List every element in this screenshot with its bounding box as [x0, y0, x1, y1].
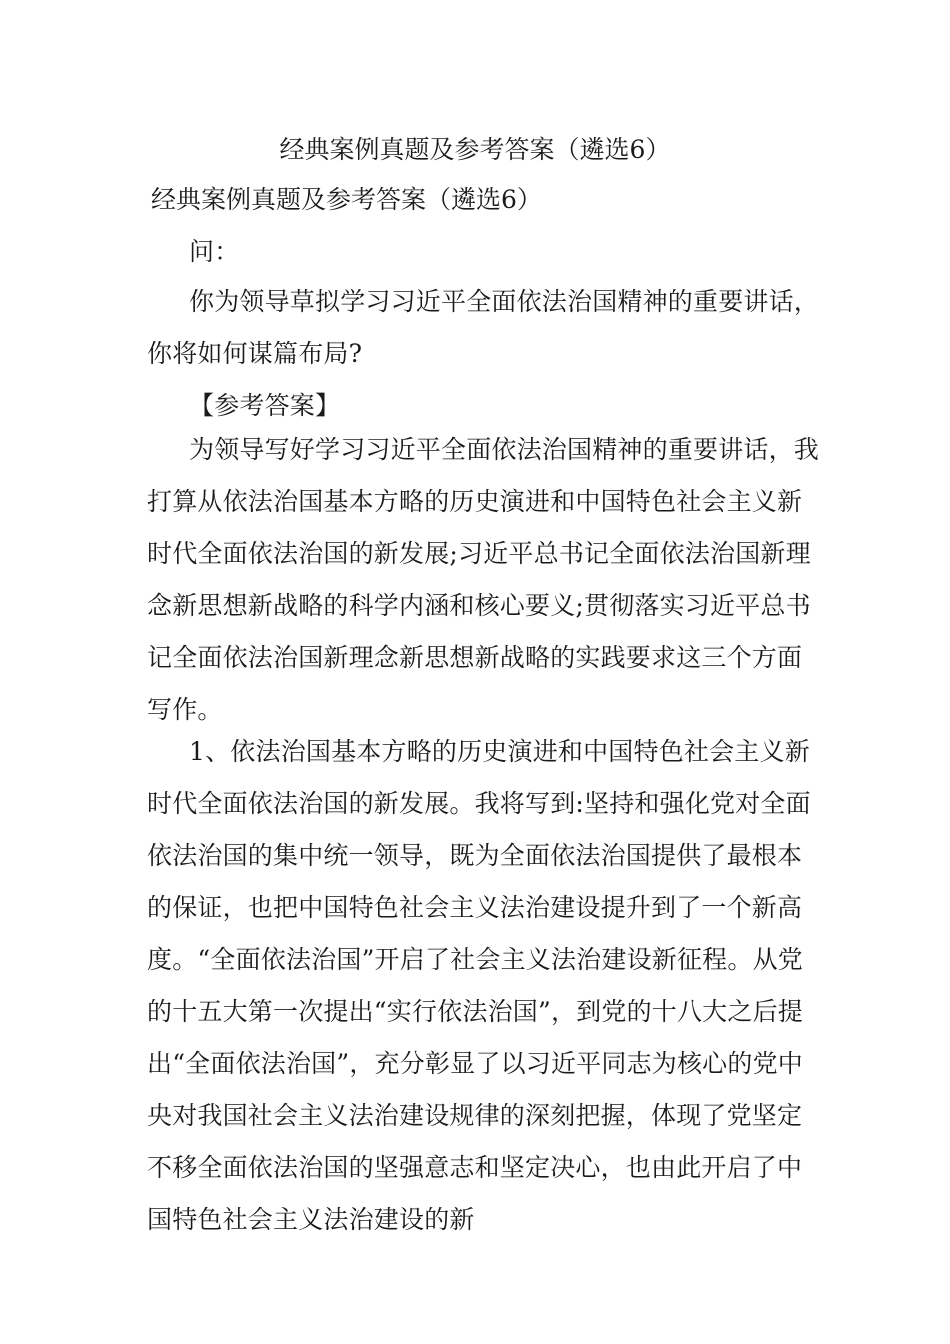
question-label-line [147, 226, 827, 278]
question-label: 问： [189, 237, 240, 266]
question-text: 你为领导草拟学习习近平全面依法治国精神的重要讲话，你将如何谋篇布局? [147, 287, 820, 368]
answer-label: 【参考答案】 [189, 391, 341, 420]
document-title: 经典案例真题及参考答案（遴选6） [279, 135, 671, 164]
document-subtitle: 经典案例真题及参考答案（遴选6） [151, 185, 542, 214]
answer-paragraph: 1、依法治国基本方略的历史演进和中国特色社会主义新时代全面依法治国的新发展。我将写到:坚持和强化党对全面依法治国的集中统一领导，既为全面依法治国提供了最根本的保证，也把中国特色社会主义法治建设提升到了一个新高度。“全面依法治国”开启了社会主义法治建设新征程。从党的十五大第一次提出“实行依法治国”，到党的十八大之后提出“全面依法治国”，充分彰显了以习近平同志为核心的党中央对我国社会主义法治建设规律的深刻把握，体现了党坚定不移全面依法治国的坚强意志和坚定决心，也由此开启了中国特色社会主义法治建设的新 [147, 737, 811, 1234]
answer-paragraph: 为领导写好学习习近平全面依法治国精神的重要讲话，我打算从依法治国基本方略的历史演进和中国特色社会主义新时代全面依法治国的新发展;习近平总书记全面依法治国新理念新思想新战略的科学内涵和核心要义;贯彻落实习近平总书记全面依法治国新理念新思想新战略的实践要求这三个方面写作。 [147, 435, 820, 724]
